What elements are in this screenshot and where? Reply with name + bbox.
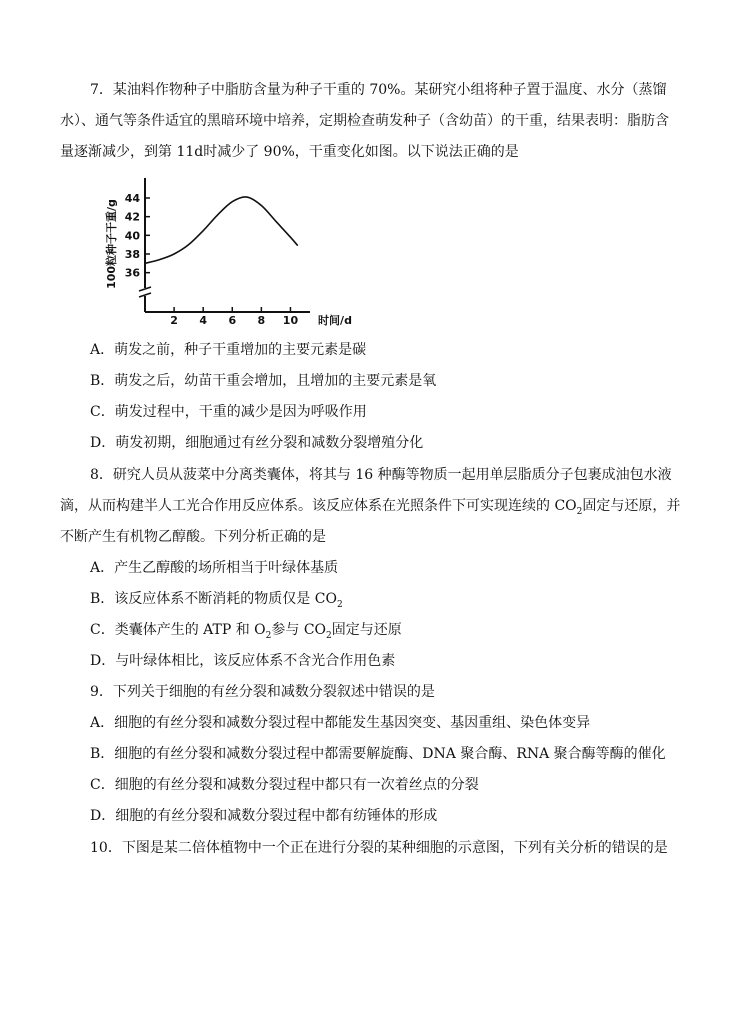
- y-axis-label: 100粒种子干重/g: [105, 199, 118, 289]
- dry-weight-series-line: [145, 197, 298, 263]
- y-tick-label: 40: [124, 229, 140, 243]
- y-tick-label: 36: [124, 266, 140, 280]
- x-tick-label: 4: [199, 314, 208, 327]
- q9-option-a: A．细胞的有丝分裂和减数分裂过程中都能发生基因突变、基因重组、染色体变异: [90, 715, 591, 731]
- q8-option-c: C．类囊体产生的 ATP 和 $O_2$参与 $CO_2$固定与还原: [90, 622, 402, 641]
- chart-ticks: [104, 192, 352, 327]
- dry-weight-chart: [100, 172, 370, 332]
- q8-option-a: A．产生乙醇酸的场所相当于叶绿体基质: [90, 560, 339, 576]
- chart-axes: [139, 178, 310, 312]
- chart-series: [145, 197, 298, 263]
- q9-option-c: C．细胞的有丝分裂和减数分裂过程中都只有一次着丝点的分裂: [90, 777, 479, 793]
- q9-option-d: D．细胞的有丝分裂和减数分裂过程中都有纺锤体的形成: [90, 808, 438, 824]
- q8-line-2: 滴，从而构建半人工光合作用反应体系。该反应体系在光照条件下可实现连续的 $CO_2$固定与还原，并: [60, 498, 681, 517]
- x-tick-label: 8: [257, 314, 266, 327]
- q7-option-b: B．萌发之后，幼苗干重会增加，且增加的主要元素是氧: [90, 373, 437, 389]
- q7-line-2: 水）、通气等条件适宜的黑暗环境中培养，定期检查萌发种子（含幼苗）的干重，结果表明：脂肪含: [60, 113, 669, 129]
- q9-option-b: B．细胞的有丝分裂和减数分裂过程中都需要解旋酶、DNA 聚合酶、RNA 聚合酶等酶的催化: [90, 746, 666, 762]
- q7-option-a: A．萌发之前，种子干重增加的主要元素是碳: [90, 342, 367, 358]
- q8-option-d: D．与叶绿体相比，该反应体系不含光合作用色素: [90, 653, 396, 669]
- y-tick-label: 38: [124, 248, 140, 261]
- q7-option-d: D．萌发初期，细胞通过有丝分裂和减数分裂增殖分化: [90, 435, 424, 451]
- x-tick-label: 10: [282, 314, 299, 327]
- q7-line-1: 7．某油料作物种子中脂肪含量为种子干重的 70%。某研究小组将种子置于温度、水分（蒸馏: [90, 82, 667, 98]
- x-tick-label: 6: [228, 314, 237, 327]
- q8-line-3: 不断产生有机物乙醇酸。下列分析正确的是: [60, 529, 326, 545]
- q7-option-c: C．萌发过程中，干重的减少是因为呼吸作用: [90, 404, 367, 420]
- y-tick-label: 42: [124, 210, 140, 224]
- q8-line-1: 8．研究人员从菠菜中分离类囊体，将其与 16 种酶等物质一起用单层脂质分子包裹成油包水液: [90, 467, 672, 483]
- x-tick-label: 2: [170, 314, 178, 327]
- q7-line-3: 量逐渐减少，到第 11d时减少了 90%，干重变化如图。以下说法正确的是: [60, 144, 519, 160]
- q8-option-b: B．该反应体系不断消耗的物质仅是 $CO_2$: [90, 591, 343, 610]
- q9-line-1: 9．下列关于细胞的有丝分裂和减数分裂叙述中错误的是: [90, 684, 435, 700]
- y-tick-label: 44: [124, 192, 140, 205]
- x-axis-label: 时间/d: [318, 314, 352, 327]
- q10-line-1: 10．下图是某二倍体植物中一个正在进行分裂的某种细胞的示意图，下列有关分析的错误的是: [90, 840, 668, 856]
